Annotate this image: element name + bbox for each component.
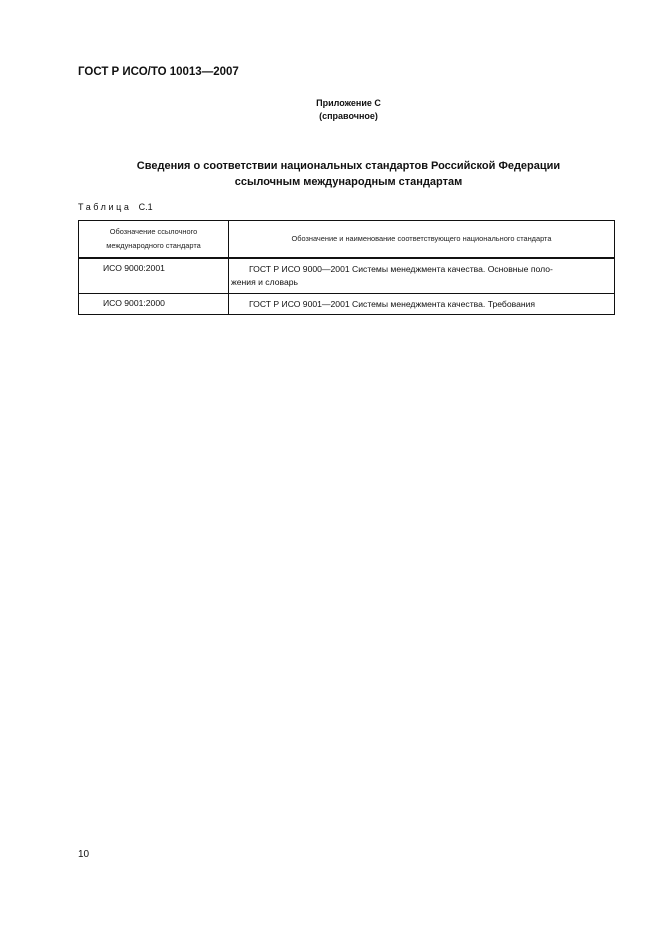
table-label-word: Таблица [78, 202, 132, 212]
annex-subtitle: (справочное) [319, 111, 378, 121]
table-row [79, 294, 615, 315]
column-header-national: Обозначение и наименование соответствующего национального стандарта [229, 221, 615, 259]
column-header-ref [79, 221, 229, 259]
document-code: ГОСТ Р ИСО/ТО 10013—2007 [78, 66, 239, 78]
cell-national-text: ГОСТ Р ИСО 9000—2001 Системы менеджмента качества. Основные поло- [249, 264, 553, 274]
standards-table [78, 220, 615, 315]
page-number: 10 [78, 849, 90, 860]
table-header-row [79, 221, 615, 259]
cell-national-text: ГОСТ Р ИСО 9001—2001 Системы менеджмента качества. Требования [249, 299, 536, 309]
section-title [0, 158, 661, 190]
cell-national [229, 294, 615, 315]
cell-national [229, 258, 615, 294]
column-header-ref-line-2: международного стандарта [106, 241, 201, 250]
table-label [78, 202, 153, 212]
cell-ref: ИСО 9000:2001 [79, 258, 229, 294]
table-row [79, 258, 615, 294]
section-title-line-1: Сведения о соответствии национальных стандартов Российской Федерации [136, 160, 561, 172]
cell-ref: ИСО 9001:2000 [79, 294, 229, 315]
annex-title: Приложение С [316, 98, 381, 108]
cell-national-text-cont: жения и словарь [231, 277, 298, 287]
section-title-line-2: ссылочным международным стандартам [234, 176, 463, 188]
column-header-ref-line-1: Обозначение ссылочного [109, 227, 198, 236]
table-number: С.1 [138, 202, 153, 212]
annex-heading [0, 97, 661, 123]
